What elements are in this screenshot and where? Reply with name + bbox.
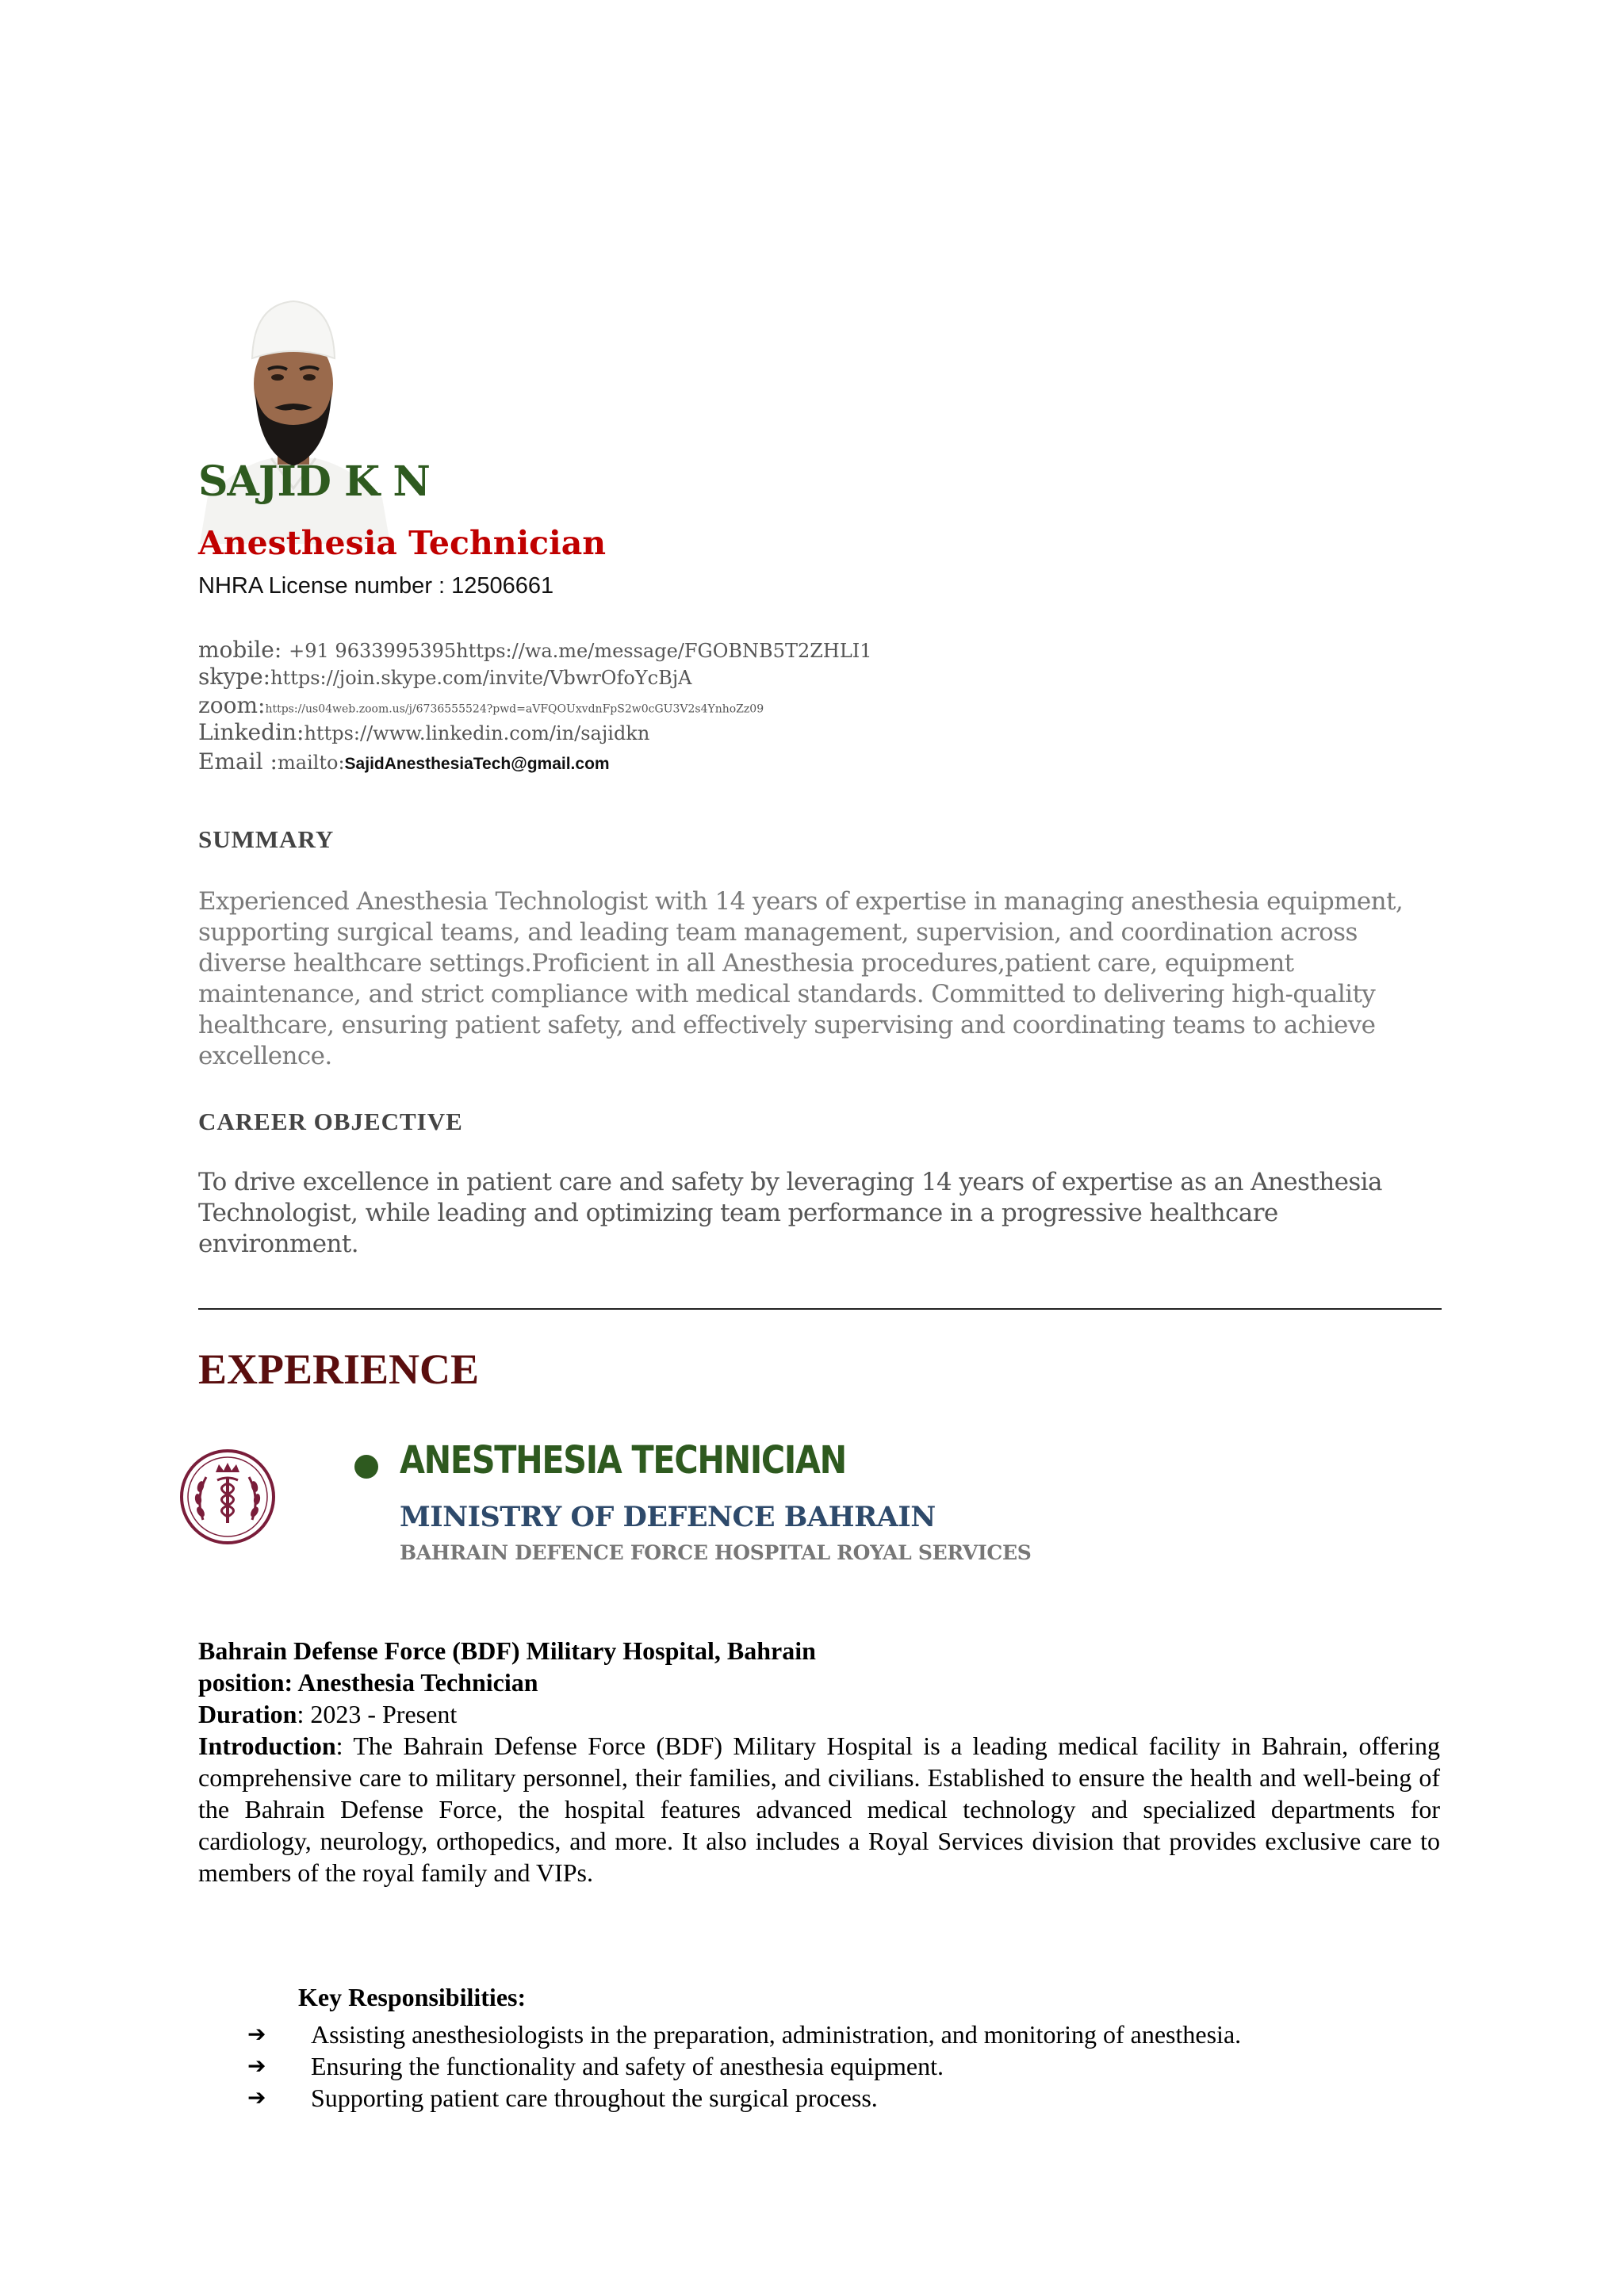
duration-label: Duration [198,1700,297,1728]
contact-linkedin[interactable] [198,721,649,744]
duration-line [198,1698,1440,1730]
summary-heading: SUMMARY [198,825,335,853]
section-divider [198,1308,1442,1310]
mobile-label: mobile: [198,637,289,663]
skype-label: skype: [198,664,271,690]
candidate-name: SAJID K N [198,457,430,506]
employer-subtitle: BAHRAIN DEFENCE FORCE HOSPITAL ROYAL SERVICES [400,1541,1032,1564]
green-circle-bullet-icon [354,1455,378,1479]
introduction-text: : The Bahrain Defense Force (BDF) Military Hospital is a leading medical facility in Bahrain, offering comprehensive care to military personnel, their families, and civilians. Established to ensure the health and well-being of the Bahrain Defense Force, the hospital features advanced medical technology and specialized departments for cardiology, neurology, orthopedics, and more. It also includes a Royal Services division that provides exclusive care to members of the royal family and VIPs. [198,1732,1440,1887]
position-line: position: Anesthesia Technician [198,1668,538,1697]
email-link[interactable]: SajidAnesthesiaTech@gmail.com [344,755,610,773]
email-label: Email : [198,748,278,775]
right-arrow-icon: ➔ [247,2084,266,2110]
skype-link[interactable]: https://join.skype.com/invite/VbwrOfoYcBjA [270,667,692,689]
introduction-paragraph [198,1730,1440,1888]
responsibility-text: Supporting patient care throughout the surgical process. [311,2084,878,2112]
career-objective-text: To drive excellence in patient care and safety by leveraging 14 years of expertise as an Anesthesia Technologist, while leading and optimizing team performance in a progressive healthcare environment. [198,1168,1382,1258]
career-objective-heading: CAREER OBJECTIVE [198,1108,463,1135]
summary-text: Experienced Anesthesia Technologist with 14 years of expertise in managing anesthesia equipment, supporting surgical teams, and leading team management, supervision, and coordination across diverse healthcare settings.Proficient in all Anesthesia procedures,patient care, equipment maintenance, and strict compliance with medical standards. Committed to delivering high-quality healthcare, ensuring patient safety, and effectively supervising and coordinating teams to achieve excellence. [198,887,1404,1070]
email-prefix: mailto: [277,752,345,774]
zoom-label: zoom: [198,692,266,718]
list-item [247,2082,1437,2114]
right-arrow-icon: ➔ [247,2053,266,2079]
responsibility-text: Assisting anesthesiologists in the preparation, administration, and monitoring of anesthesia. [311,2020,1242,2049]
mobile-value[interactable]: +91 9633995395https://wa.me/message/FGOBNB5T2ZHLI1 [289,640,872,662]
license-number: NHRA License number : 12506661 [198,573,554,599]
linkedin-link[interactable]: https://www.linkedin.com/in/sajidkn [304,722,650,744]
contact-zoom[interactable] [198,692,764,718]
responsibilities-list [247,2019,1437,2114]
zoom-link[interactable]: https://us04web.zoom.us/j/6736555524?pwd=aVFQOUxvdnFpS2w0cGU3V2s4YnhoZz09 [265,702,764,716]
bdf-hospital-crest-logo [179,1448,276,1545]
linkedin-label: Linkedin: [198,719,304,745]
duration-value: : 2023 - Present [297,1700,458,1728]
employer-name: MINISTRY OF DEFENCE BAHRAIN [400,1501,936,1533]
contact-skype[interactable] [198,666,692,688]
role-title: ANESTHESIA TECHNICIAN [400,1438,846,1483]
right-arrow-icon: ➔ [247,2021,266,2047]
introduction-label: Introduction [198,1732,336,1760]
list-item [247,2050,1437,2082]
contact-email[interactable] [198,748,610,775]
contact-mobile[interactable] [198,639,872,661]
job-title: Anesthesia Technician [198,524,607,562]
job-details [198,1635,1440,1888]
key-responsibilities-heading: Key Responsibilities: [298,1983,527,2011]
list-item [247,2019,1437,2050]
responsibility-text: Ensuring the functionality and safety of anesthesia equipment. [311,2052,944,2080]
experience-heading: EXPERIENCE [198,1345,480,1393]
hospital-name: Bahrain Defense Force (BDF) Military Hospital, Bahrain [198,1636,816,1665]
